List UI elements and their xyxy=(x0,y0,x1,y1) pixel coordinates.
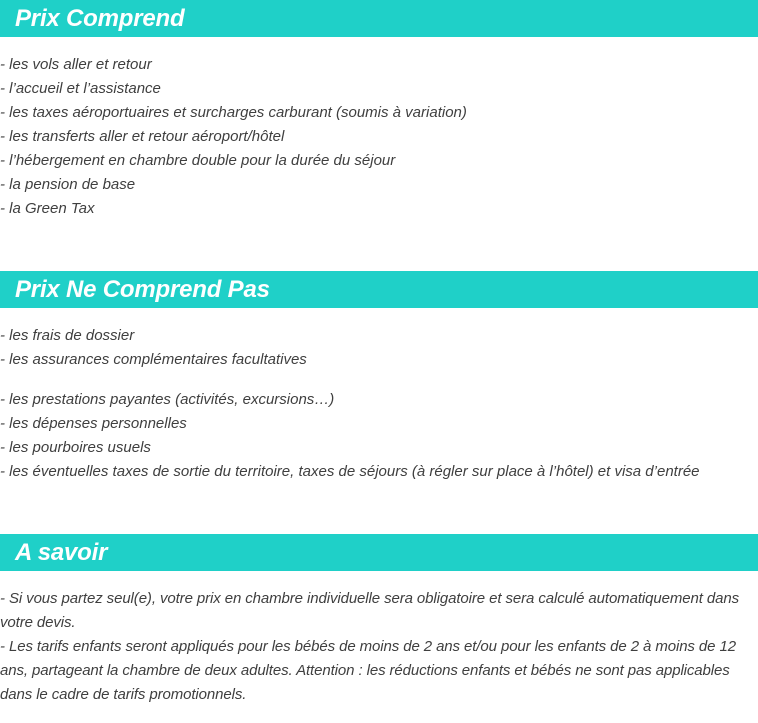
list-item: - les taxes aéroportuaires et surcharges carburant (soumis à variation) xyxy=(0,104,467,121)
list-item: - les transferts aller et retour aéroport/hôtel xyxy=(0,128,285,145)
list-item: - la pension de base xyxy=(0,176,136,193)
list-item: - les vols aller et retour xyxy=(0,56,152,73)
list-item: - l’hébergement en chambre double pour la durée du séjour xyxy=(0,152,396,169)
list-item: - les assurances complémentaires facultatives xyxy=(0,351,307,368)
list-item: - la Green Tax xyxy=(0,200,95,217)
section-prix-ne-comprend-pas xyxy=(0,271,758,484)
section-title: Prix Ne Comprend Pas xyxy=(15,275,270,303)
list-item: - les pourboires usuels xyxy=(0,439,151,456)
excluded-list-1 xyxy=(0,324,758,372)
section-header xyxy=(0,0,758,37)
excluded-list-2 xyxy=(0,388,758,484)
list-item: - les dépenses personnelles xyxy=(0,415,187,432)
section-title: A savoir xyxy=(15,538,108,566)
section-prix-comprend xyxy=(0,0,758,221)
info-paragraphs xyxy=(0,587,758,707)
section-header xyxy=(0,534,758,571)
section-header xyxy=(0,271,758,308)
info-paragraph: - Les tarifs enfants seront appliqués pour les bébés de moins de 2 ans et/ou pour les enfants de 2 à moins de 12 ans, partageant la chambre de deux adultes. Attention : les réductions enfants et bébés ne sont pas applicables dans le cadre de tarifs promotionnels. xyxy=(0,638,736,703)
section-a-savoir xyxy=(0,534,758,707)
list-item: - les éventuelles taxes de sortie du territoire, taxes de séjours (à régler sur place à l’hôtel) et visa d’entrée xyxy=(0,463,700,480)
section-title: Prix Comprend xyxy=(15,4,185,32)
included-list xyxy=(0,53,758,221)
list-item: - les frais de dossier xyxy=(0,327,135,344)
info-paragraph: - Si vous partez seul(e), votre prix en chambre individuelle sera obligatoire et sera calculé automatiquement dans votre devis. xyxy=(0,590,739,631)
list-item: - les prestations payantes (activités, excursions…) xyxy=(0,391,335,408)
list-item: - l’accueil et l’assistance xyxy=(0,80,161,97)
